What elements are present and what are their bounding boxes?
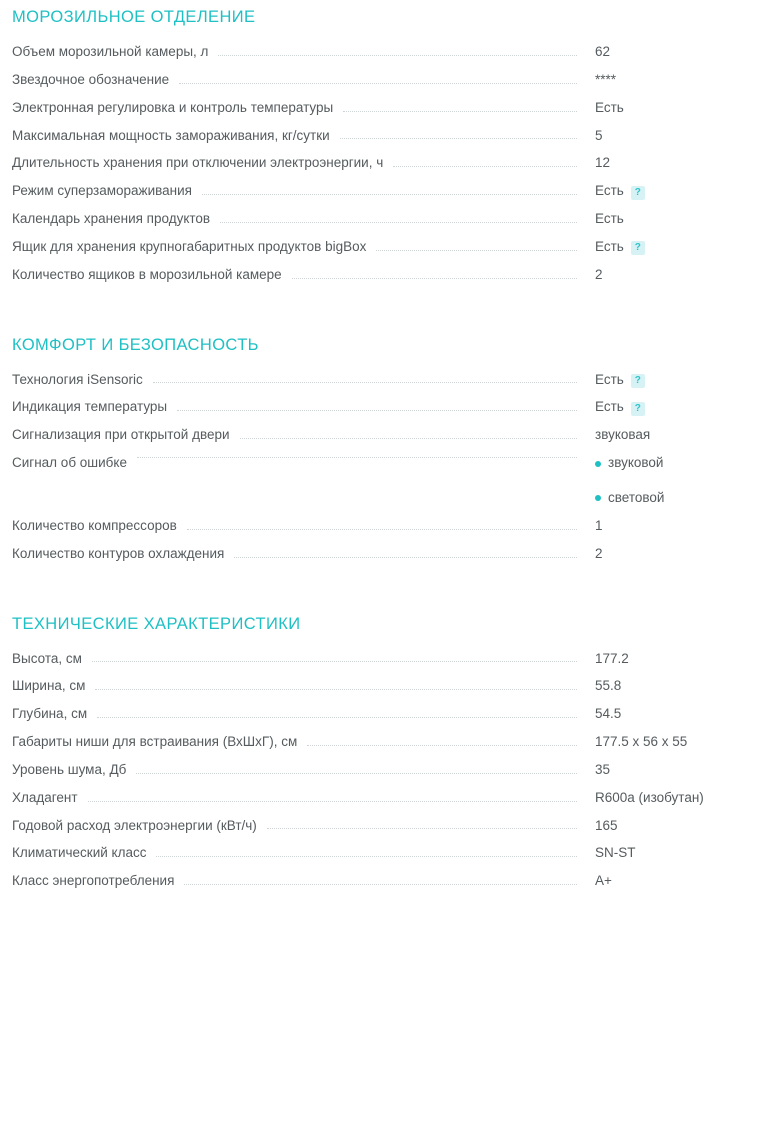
spec-row <box>12 519 766 547</box>
spec-value-text: 2 <box>595 545 603 561</box>
spec-label: Габариты ниши для встраивания (ВхШхГ), см <box>12 734 298 750</box>
spec-value <box>581 212 766 227</box>
dot-leader <box>136 772 577 774</box>
spec-value <box>581 101 766 116</box>
dot-leader <box>179 82 577 84</box>
dot-leader <box>177 409 577 411</box>
spec-value-text: 54.5 <box>595 706 622 722</box>
spec-value-text: 1 <box>595 517 603 533</box>
help-icon[interactable]: ? <box>631 402 645 416</box>
spec-value <box>581 819 766 834</box>
spec-value-text: R600a (изобутан) <box>595 789 704 805</box>
spec-label: Класс энергопотребления <box>12 873 175 889</box>
dot-leader <box>187 528 577 530</box>
section-spacer <box>12 575 766 601</box>
spec-value-text: Есть <box>595 99 624 115</box>
spec-row <box>12 73 766 101</box>
spec-label: Календарь хранения продуктов <box>12 211 211 227</box>
spec-row <box>12 156 766 184</box>
spec-value-text: 165 <box>595 817 618 833</box>
spec-row <box>12 652 766 680</box>
section-spacer <box>12 902 766 928</box>
spec-value <box>581 268 766 283</box>
spec-label: Количество контуров охлаждения <box>12 545 225 561</box>
spec-value-text: 12 <box>595 155 611 171</box>
dot-leader <box>184 883 577 885</box>
dot-leader <box>88 800 577 802</box>
spec-value <box>581 547 766 562</box>
dot-leader <box>376 249 577 251</box>
dot-leader <box>307 744 577 746</box>
spec-value <box>581 400 766 415</box>
spec-row <box>12 707 766 735</box>
spec-row <box>12 819 766 847</box>
section-title: МОРОЗИЛЬНОЕ ОТДЕЛЕНИЕ <box>12 8 256 26</box>
spec-row <box>12 763 766 791</box>
help-icon[interactable]: ? <box>631 374 645 388</box>
spec-value-text: 62 <box>595 44 611 59</box>
spec-value-text: Есть <box>595 238 624 254</box>
spec-value <box>581 156 766 171</box>
spec-value-text: световой <box>608 489 665 505</box>
spec-value-text: Есть <box>595 183 624 199</box>
spec-row <box>12 400 766 428</box>
dot-leader <box>92 660 577 662</box>
spec-value-text: Есть <box>595 399 624 415</box>
spec-value <box>581 45 766 60</box>
spec-value-text: 55.8 <box>595 678 622 694</box>
spec-row <box>12 129 766 157</box>
spec-value <box>581 874 766 889</box>
spec-value <box>581 791 766 806</box>
spec-label: Высота, см <box>12 650 82 666</box>
dot-leader <box>202 193 577 195</box>
spec-row <box>12 547 766 575</box>
dot-leader <box>156 855 577 857</box>
spec-label: Уровень шума, Дб <box>12 761 127 777</box>
spec-value <box>581 240 766 255</box>
spec-row <box>12 101 766 129</box>
spec-label: Годовой расход электроэнергии (кВт/ч) <box>12 817 257 833</box>
spec-value <box>581 735 766 750</box>
spec-label: Длительность хранения при отключении электроэнергии, ч <box>12 155 384 171</box>
spec-section <box>12 328 766 601</box>
spec-value <box>581 184 766 199</box>
dot-leader <box>343 110 577 112</box>
dot-leader <box>218 54 577 56</box>
spec-value-item <box>595 456 766 471</box>
spec-value <box>581 73 766 88</box>
spec-label: Режим суперзамораживания <box>12 183 192 199</box>
spec-value-text: 5 <box>595 127 603 143</box>
dot-leader <box>267 827 577 829</box>
spec-value <box>581 846 766 861</box>
spec-value <box>581 679 766 694</box>
spec-row <box>12 874 766 902</box>
spec-label: Сигнализация при открытой двери <box>12 427 230 443</box>
spec-label: Ширина, см <box>12 678 86 694</box>
spec-value-text: 177.2 <box>595 650 629 666</box>
spec-row <box>12 373 766 401</box>
spec-row <box>12 268 766 296</box>
spec-value <box>581 652 766 667</box>
dot-leader <box>153 381 577 383</box>
spec-section <box>12 607 766 929</box>
spec-label: Количество ящиков в морозильной камере <box>12 266 282 282</box>
spec-label: Глубина, см <box>12 706 88 722</box>
section-title: ТЕХНИЧЕСКИЕ ХАРАКТЕРИСТИКИ <box>12 614 301 633</box>
bullet-icon <box>595 495 601 501</box>
spec-row <box>12 45 766 73</box>
spec-label: Сигнал об ошибке <box>12 455 127 471</box>
spec-row <box>12 679 766 707</box>
spec-value-text: SN-ST <box>595 845 636 861</box>
dot-leader <box>234 556 577 558</box>
spec-value <box>581 763 766 778</box>
spec-value-text: A+ <box>595 873 612 889</box>
dot-leader <box>340 137 577 139</box>
spec-value <box>581 519 766 534</box>
spec-row <box>12 212 766 240</box>
spec-row <box>12 428 766 456</box>
spec-row <box>12 184 766 212</box>
spec-value <box>581 373 766 388</box>
spec-row <box>12 735 766 763</box>
spec-value-text: **** <box>595 71 617 87</box>
dot-leader <box>292 277 577 279</box>
dot-leader <box>393 165 577 167</box>
spec-value-text: 2 <box>595 266 603 282</box>
spec-row <box>12 846 766 874</box>
dot-leader <box>240 437 577 439</box>
spec-label: Климатический класс <box>12 845 147 861</box>
spec-label: Хладагент <box>12 789 78 805</box>
spec-value-text: Есть <box>595 371 624 387</box>
spec-value-item <box>595 491 766 506</box>
help-icon[interactable]: ? <box>631 241 645 255</box>
spec-value <box>581 129 766 144</box>
spec-label: Объем морозильной камеры, л <box>12 44 209 59</box>
spec-section <box>12 0 766 322</box>
spec-value-list <box>581 456 766 506</box>
spec-label: Электронная регулировка и контроль температуры <box>12 99 334 115</box>
dot-leader <box>95 688 577 690</box>
spec-label: Индикация температуры <box>12 399 168 415</box>
help-icon[interactable]: ? <box>631 186 645 200</box>
spec-label: Технология iSensoric <box>12 371 143 387</box>
spec-label: Максимальная мощность замораживания, кг/сутки <box>12 127 330 143</box>
spec-value-text: звуковая <box>595 427 651 443</box>
spec-value-text: 35 <box>595 761 611 777</box>
spec-value-text: Есть <box>595 211 624 227</box>
spec-label: Звездочное обозначение <box>12 71 170 87</box>
spec-value-text: звуковой <box>608 455 664 471</box>
section-title: КОМФОРТ И БЕЗОПАСНОСТЬ <box>12 335 259 354</box>
dot-leader <box>220 221 577 223</box>
spec-row <box>12 456 766 519</box>
spec-label: Количество компрессоров <box>12 517 177 533</box>
spec-value-text: 177.5 x 56 x 55 <box>595 734 688 750</box>
spec-row <box>12 791 766 819</box>
dot-leader <box>97 716 577 718</box>
section-spacer <box>12 296 766 322</box>
dot-leader <box>137 456 577 458</box>
spec-value <box>581 428 766 443</box>
spec-value <box>581 707 766 722</box>
bullet-icon <box>595 461 601 467</box>
spec-row <box>12 240 766 268</box>
spec-label: Ящик для хранения крупногабаритных продуктов bigBox <box>12 238 367 254</box>
